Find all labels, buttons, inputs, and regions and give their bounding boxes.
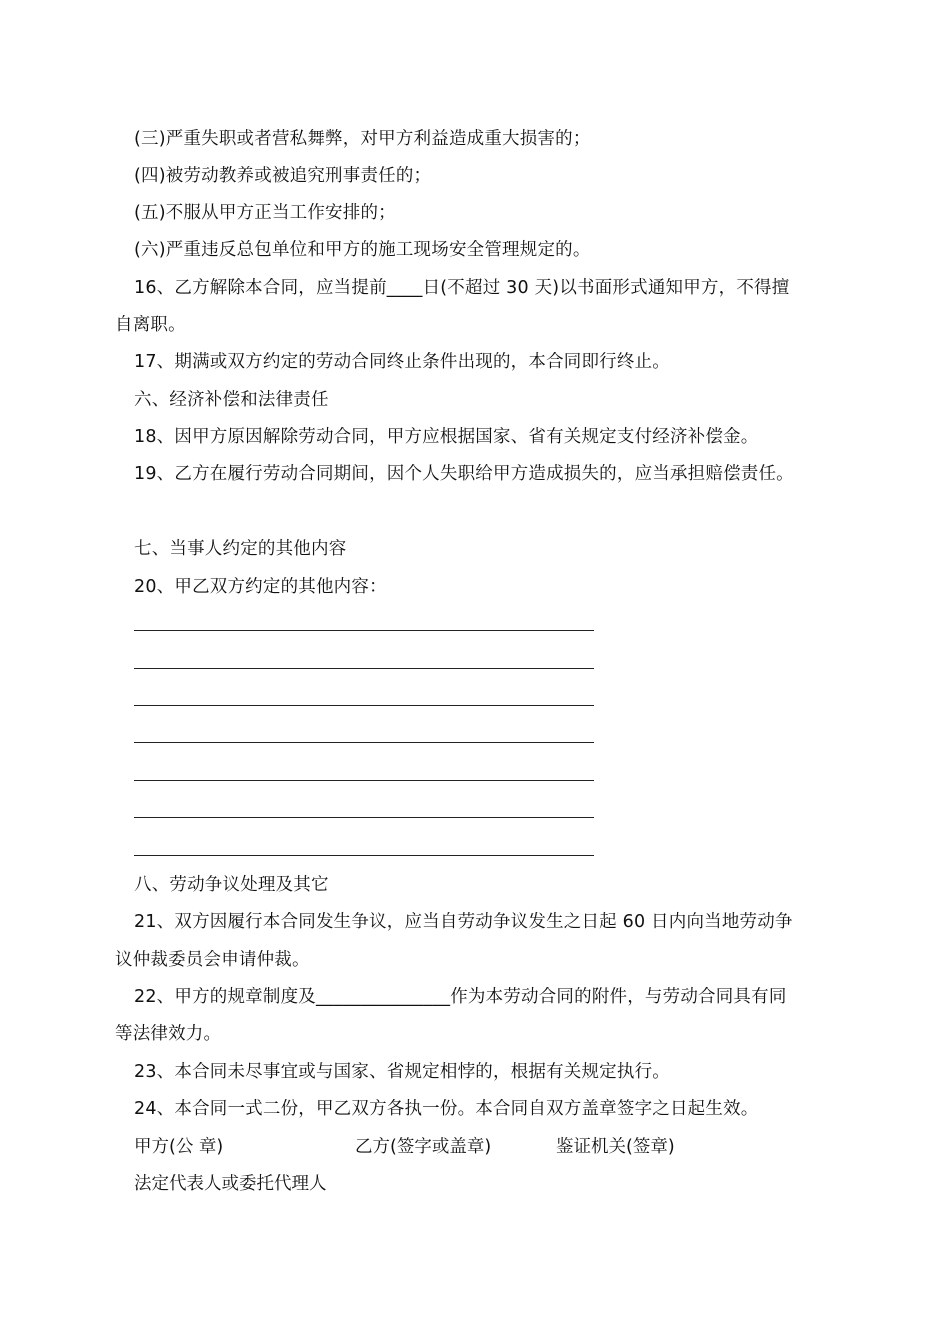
clause-16-line-2: 自离职。: [115, 315, 186, 335]
section-7-heading: 七、当事人约定的其他内容: [134, 539, 347, 559]
signature-representative: 法定代表人或委托代理人: [134, 1174, 327, 1194]
clause-15-item-3: (三)严重失职或者营私舞弊，对甲方利益造成重大损害的；: [134, 129, 591, 149]
signature-party-a: 甲方(公 章): [134, 1137, 224, 1157]
blank-line: [134, 705, 594, 706]
clause-21-line-2: 议仲裁委员会申请仲裁。: [115, 950, 310, 970]
clause-16-line-1: 16、乙方解除本合同，应当提前____日(不超过 30 天)以书面形式通知甲方，不得擅: [134, 278, 790, 298]
clause-18: 18、因甲方原因解除劳动合同，甲方应根据国家、省有关规定支付经济补偿金。: [134, 427, 759, 447]
signature-notary: 鉴证机关(签章): [556, 1137, 675, 1157]
clause-19: 19、乙方在履行劳动合同期间，因个人失职给甲方造成损失的，应当承担赔偿责任。: [134, 464, 794, 484]
clause-17: 17、期满或双方约定的劳动合同终止条件出现的，本合同即行终止。: [134, 352, 670, 372]
blank-line: [134, 630, 594, 631]
clause-15-item-6: (六)严重违反总包单位和甲方的施工现场安全管理规定的。: [134, 240, 591, 260]
section-8-heading: 八、劳动争议处理及其它: [134, 875, 329, 895]
clause-20: 20、甲乙双方约定的其他内容：: [134, 577, 387, 597]
clause-15-item-5: (五)不服从甲方正当工作安排的；: [134, 203, 396, 223]
blank-line: [134, 742, 594, 743]
clause-23: 23、本合同未尽事宜或与国家、省规定相悖的，根据有关规定执行。: [134, 1062, 670, 1082]
clause-15-item-4: (四)被劳动教养或被追究刑事责任的；: [134, 166, 432, 186]
clause-24: 24、本合同一式二份，甲乙双方各执一份。本合同自双方盖章签字之日起生效。: [134, 1099, 759, 1119]
blank-line: [134, 855, 594, 856]
clause-22-line-1: 22、甲方的规章制度及_______________作为本劳动合同的附件，与劳动合同具有同: [134, 987, 787, 1007]
signature-party-b: 乙方(签字或盖章): [355, 1137, 492, 1157]
section-6-heading: 六、经济补偿和法律责任: [134, 390, 329, 410]
clause-21-line-1: 21、双方因履行本合同发生争议，应当自劳动争议发生之日起 60 日内向当地劳动争: [134, 912, 793, 932]
blank-line: [134, 817, 594, 818]
blank-line: [134, 668, 594, 669]
clause-22-line-2: 等法律效力。: [115, 1024, 222, 1044]
blank-line: [134, 780, 594, 781]
